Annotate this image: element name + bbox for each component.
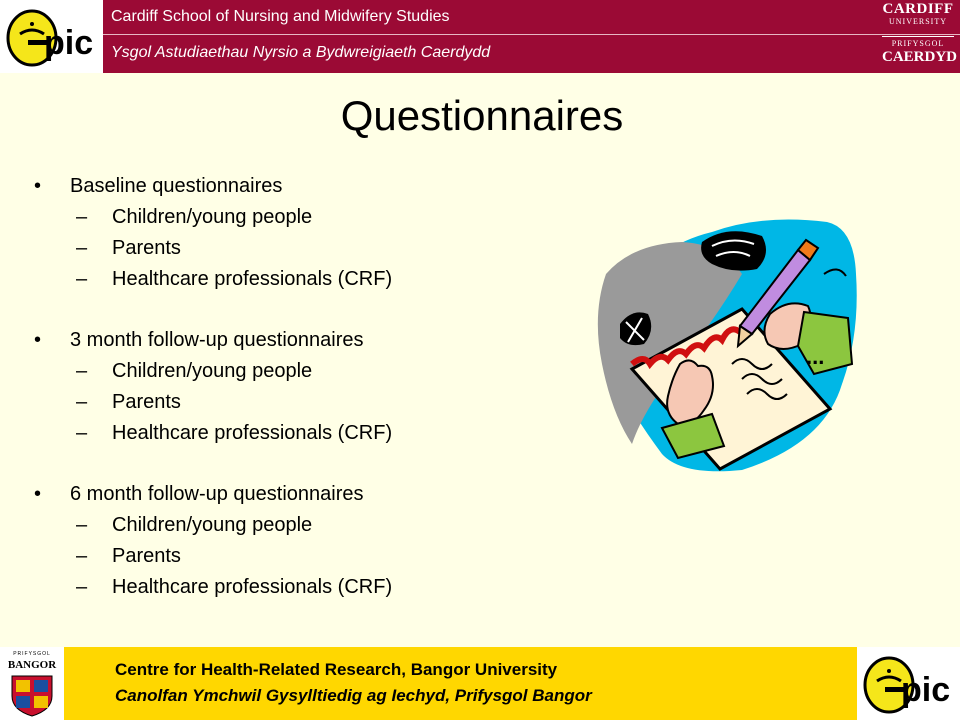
sub-mark: – — [76, 514, 88, 536]
sub-item — [34, 356, 574, 387]
sub-mark: – — [76, 422, 88, 444]
footer-bar — [0, 647, 960, 720]
footer-band — [64, 647, 857, 720]
sub-item — [34, 510, 574, 541]
sub-mark: – — [76, 268, 88, 290]
bullet-mark: • — [34, 483, 42, 505]
cardiff-logo-divider — [882, 36, 954, 37]
sub-item-text: Parents — [112, 545, 181, 567]
footer-line-welsh: Canolfan Ymchwil Gysylltiedig ag Iechyd, Prifysgol Bangor — [115, 686, 592, 705]
header-divider — [103, 34, 960, 35]
bullet-list — [34, 171, 574, 633]
slide-title: Questionnaires — [340, 92, 624, 139]
sub-item — [34, 541, 574, 572]
bullet-group-3-month — [34, 325, 574, 449]
sub-item-text: Healthcare professionals (CRF) — [112, 576, 393, 598]
bullet-mark: • — [34, 329, 42, 351]
sub-mark: – — [76, 206, 88, 228]
footer-logo-text: pic — [901, 671, 951, 709]
sub-item — [34, 418, 574, 449]
sub-item-text: Children/young people — [112, 360, 313, 382]
bangor-logo-name: BANGOR — [7, 659, 57, 671]
bullet-item — [34, 325, 574, 356]
sub-item-text: Parents — [112, 391, 181, 413]
bangor-university-logo — [0, 647, 64, 720]
header-epic-logo — [0, 0, 103, 73]
sub-item — [34, 572, 574, 603]
epic-logo-icon — [4, 4, 100, 70]
sub-item-text: Healthcare professionals (CRF) — [112, 268, 393, 290]
header-title-english: Cardiff School of Nursing and Midwifery Studies — [111, 8, 450, 25]
svg-text:...: ... — [806, 344, 825, 369]
sub-mark: – — [76, 545, 88, 567]
cardiff-university-logo — [882, 1, 957, 70]
cardiff-logo-line2: UNIVERSITY — [889, 17, 947, 26]
cardiff-logo-line3: PRIFYSGOL — [891, 39, 945, 48]
bangor-shield-icon — [8, 674, 56, 717]
sub-item-text: Parents — [112, 237, 181, 259]
sub-item-text: Healthcare professionals (CRF) — [112, 422, 393, 444]
bullet-item — [34, 171, 574, 202]
bullet-item — [34, 479, 574, 510]
sub-mark: – — [76, 576, 88, 598]
bullet-group-6-month — [34, 479, 574, 603]
bullet-text: 3 month follow-up questionnaires — [70, 329, 364, 351]
writing-hand-clipart-icon — [592, 214, 862, 476]
sub-item — [34, 202, 574, 233]
sub-item — [34, 264, 574, 295]
cardiff-logo-line1: CARDIFF — [882, 1, 954, 17]
sub-item-text: Children/young people — [112, 514, 313, 536]
bullet-text: 6 month follow-up questionnaires — [70, 483, 364, 505]
bullet-mark: • — [34, 175, 42, 197]
sub-mark: – — [76, 391, 88, 413]
sub-mark: – — [76, 237, 88, 259]
cardiff-logo-line4: CAERDYD — [882, 49, 957, 65]
sub-item — [34, 387, 574, 418]
footer-epic-logo — [857, 647, 960, 720]
bullet-group-baseline — [34, 171, 574, 295]
sub-item-text: Children/young people — [112, 206, 313, 228]
footer-line-english: Centre for Health-Related Research, Bangor University — [115, 660, 558, 679]
epic-logo-icon — [861, 651, 957, 717]
bullet-text: Baseline questionnaires — [70, 175, 283, 197]
bangor-logo-small-text: PRIFYSGOL — [13, 651, 51, 657]
header-logo-text: pic — [44, 24, 94, 62]
sub-item — [34, 233, 574, 264]
header-title-welsh: Ysgol Astudiaethau Nyrsio a Bydwreigiaeth Caerdydd — [111, 44, 491, 61]
header-band — [103, 0, 960, 73]
header-bar — [0, 0, 960, 73]
sub-mark: – — [76, 360, 88, 382]
